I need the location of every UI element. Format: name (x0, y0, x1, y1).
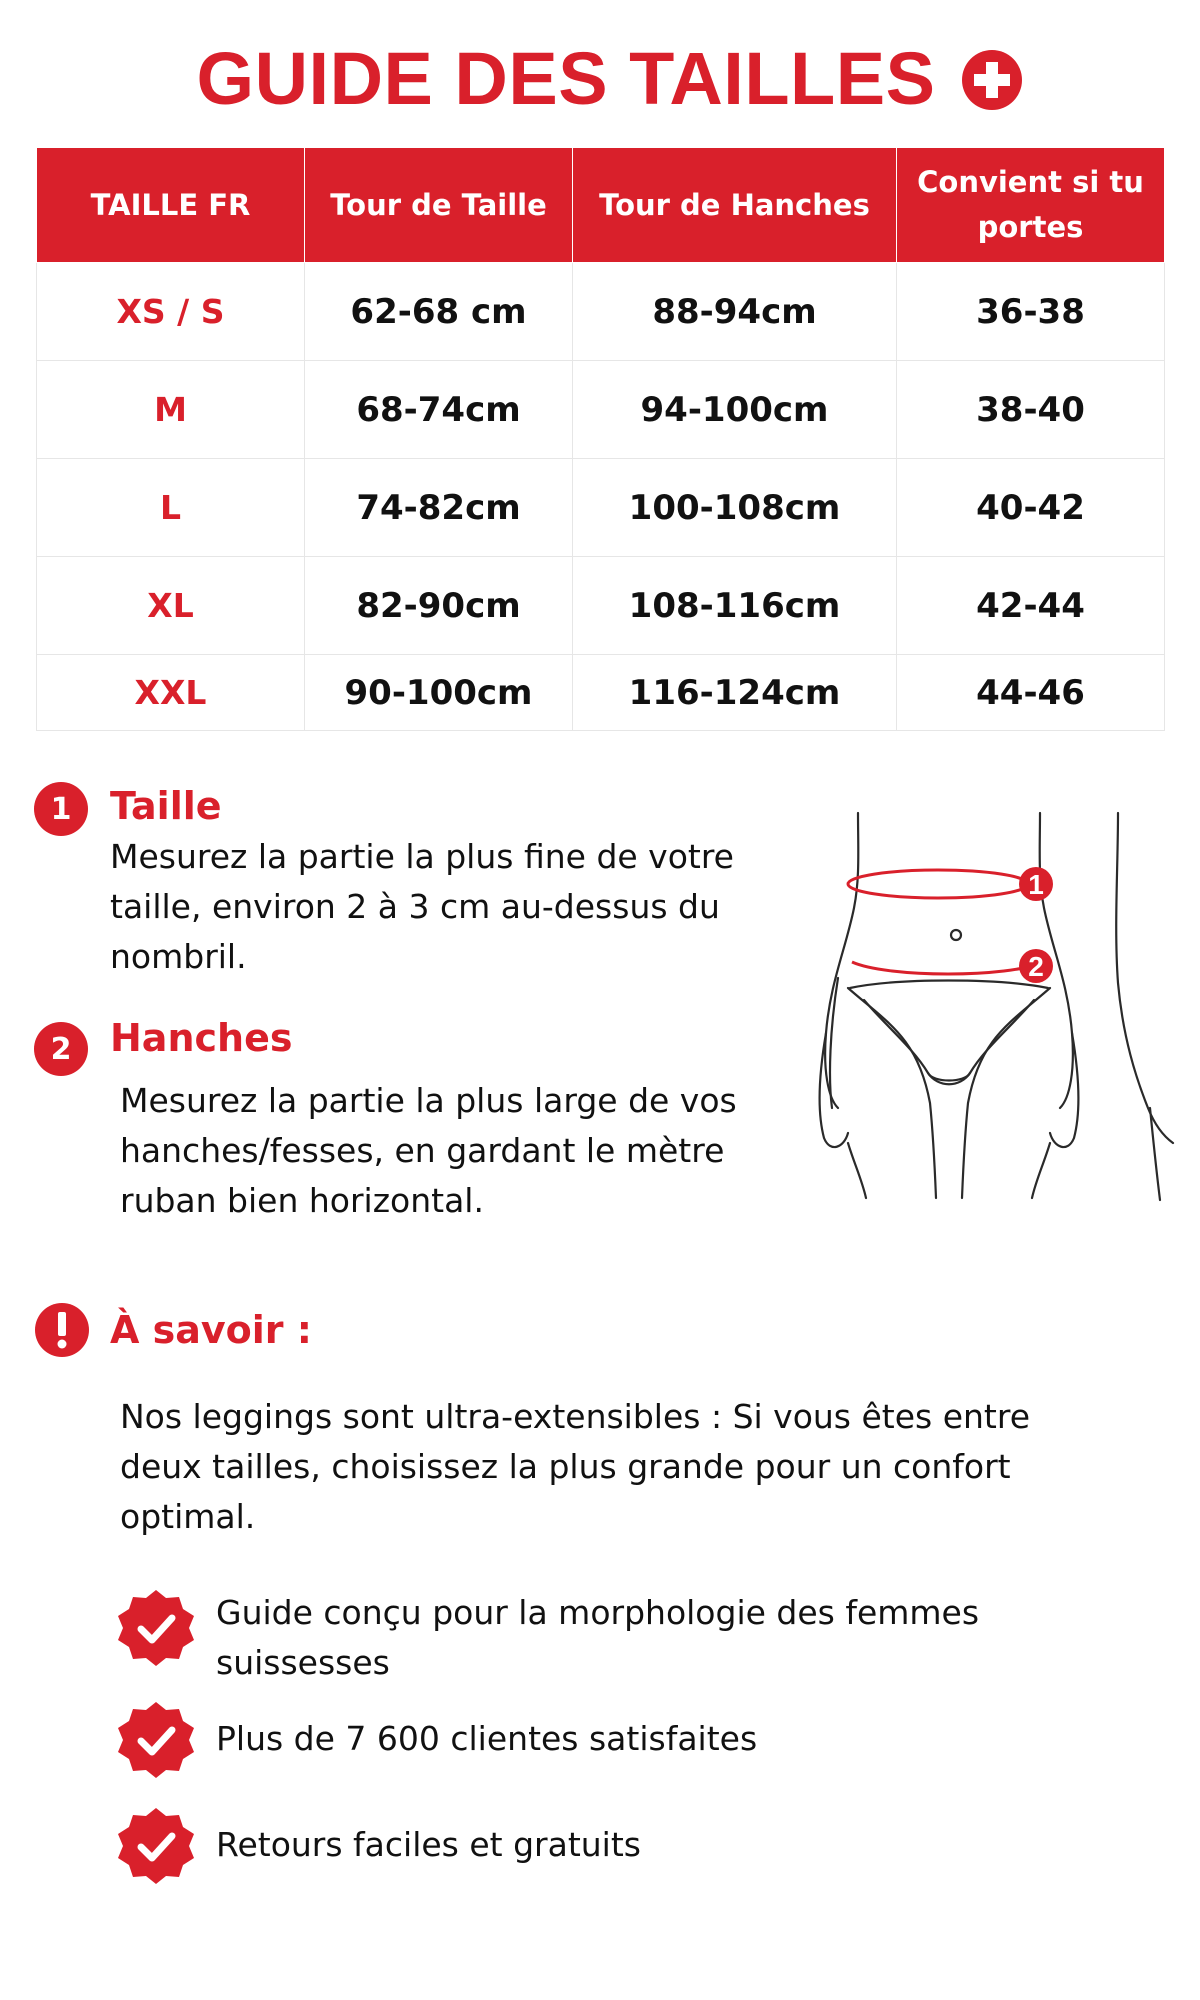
body-measurement-figure (818, 808, 1178, 1203)
size-cell: L (37, 459, 305, 557)
hips-cell: 94-100cm (573, 361, 897, 459)
figure-marker-1: 1 (1028, 869, 1044, 900)
size-chart-table (36, 147, 1165, 731)
title-row (0, 38, 1200, 118)
check-badge-icon (116, 1806, 196, 1886)
fits-cell: 44-46 (897, 655, 1165, 731)
benefit-item-morphology (116, 1588, 1016, 1688)
table-row (37, 655, 1165, 731)
waist-cell: 62-68 cm (305, 263, 573, 361)
benefit-item-clients (116, 1700, 1016, 1780)
header-size-fr: TAILLE FR (37, 148, 305, 263)
step-2-badge: 2 (34, 1022, 88, 1076)
table-header-row (37, 148, 1165, 263)
hips-cell: 88-94cm (573, 263, 897, 361)
table-row (37, 361, 1165, 459)
benefit-text: Plus de 7 600 clientes satisfaites (216, 1719, 758, 1758)
size-cell: XXL (37, 655, 305, 731)
step-1-badge: 1 (34, 782, 88, 836)
fits-cell: 38-40 (897, 361, 1165, 459)
table-row (37, 459, 1165, 557)
hips-section-title: Hanches (110, 1016, 293, 1060)
check-badge-icon (116, 1700, 196, 1780)
table-row (37, 557, 1165, 655)
header-fits-if: Convient si tu portes (897, 148, 1165, 263)
figure-marker-2: 2 (1028, 951, 1044, 982)
hips-section-text: Mesurez la partie la plus large de vos hanches/fesses, en gardant le mètre ruban bien horizontal. (120, 1081, 737, 1220)
swiss-cross-icon (961, 49, 1023, 111)
header-waist: Tour de Taille (305, 148, 573, 263)
alert-icon (34, 1302, 90, 1358)
fits-cell: 40-42 (897, 459, 1165, 557)
header-hips: Tour de Hanches (573, 148, 897, 263)
waist-cell: 90-100cm (305, 655, 573, 731)
waist-cell: 68-74cm (305, 361, 573, 459)
check-badge-icon (116, 1588, 196, 1668)
size-cell: XL (37, 557, 305, 655)
benefit-text: Retours faciles et gratuits (216, 1825, 641, 1864)
waist-section-title: Taille (110, 784, 222, 828)
waist-section-text: Mesurez la partie la plus fine de votre taille, environ 2 à 3 cm au-dessus du nombril. (110, 837, 734, 976)
size-cell: M (37, 361, 305, 459)
hips-cell: 116-124cm (573, 655, 897, 731)
table-row (37, 263, 1165, 361)
size-cell: XS / S (37, 263, 305, 361)
benefit-text: Guide conçu pour la morphologie des femmes suissesses (216, 1593, 980, 1682)
fits-cell: 36-38 (897, 263, 1165, 361)
waist-cell: 82-90cm (305, 557, 573, 655)
fits-cell: 42-44 (897, 557, 1165, 655)
note-title: À savoir : (110, 1308, 312, 1352)
page-title: GUIDE DES TAILLES (196, 36, 936, 120)
note-text: Nos leggings sont ultra-extensibles : Si vous êtes entre deux tailles, choisissez la plus grande pour un confort optimal. (120, 1397, 1031, 1536)
benefit-item-returns (116, 1806, 1016, 1886)
hips-cell: 100-108cm (573, 459, 897, 557)
hips-cell: 108-116cm (573, 557, 897, 655)
waist-cell: 74-82cm (305, 459, 573, 557)
